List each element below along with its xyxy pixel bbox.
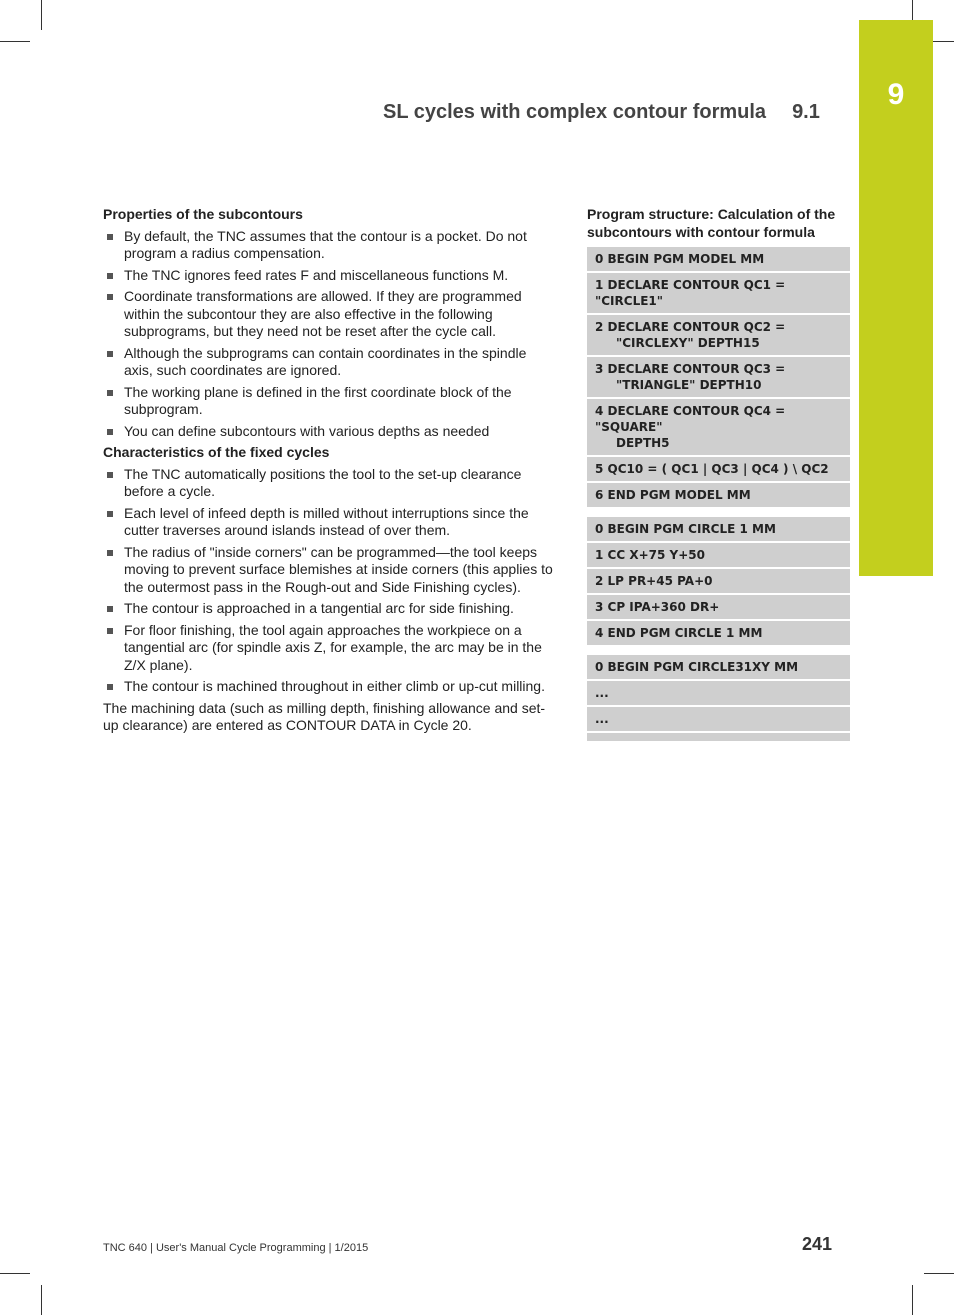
- list-item-text: Coordinate transformations are allowed. If they are programmed within the subcontour they are also effective in the following subprograms, but they need not be reset after the cycle call.: [124, 288, 522, 339]
- list-item: [103, 423, 555, 441]
- left-column: [103, 206, 555, 735]
- code-line-text: ...: [595, 686, 609, 700]
- code-line-text: 0 BEGIN PGM MODEL MM: [595, 252, 765, 266]
- list-item-text: You can define subcontours with various depths as needed: [124, 422, 490, 439]
- code-line: [587, 569, 850, 595]
- crop-mark: [924, 1273, 954, 1274]
- code-line-continuation: "TRIANGLE" DEPTH10: [616, 378, 762, 392]
- code-line-continuation: DEPTH5: [616, 436, 670, 450]
- code-line-text: 3 CP IPA+360 DR+: [595, 600, 720, 614]
- code-line-text: 6 END PGM MODEL MM: [595, 488, 751, 502]
- code-line: [587, 681, 850, 707]
- list-item: [103, 600, 555, 618]
- list-item-text: The contour is approached in a tangential arc for side finishing.: [124, 600, 514, 616]
- list-item: [103, 267, 555, 285]
- list-item-text: Although the subprograms can contain coordinates in the spindle axis, such coordinates are ignored.: [124, 344, 527, 378]
- list-item: [103, 345, 555, 380]
- list-item-text: For floor finishing, the tool again approaches the workpiece on a tangential arc (for spindle axis Z, for example, the arc may be in the Z/X plane).: [124, 621, 542, 673]
- code-block-model: [587, 247, 850, 509]
- code-line: [587, 543, 850, 569]
- code-line: [587, 399, 850, 457]
- square-bullet-icon: [107, 550, 113, 556]
- chapter-number: 9: [887, 78, 905, 111]
- list-item: [103, 544, 555, 597]
- list-item: [103, 466, 555, 501]
- list-item-text: The working plane is defined in the first coordinate block of the subprogram.: [124, 383, 512, 417]
- square-bullet-icon: [107, 234, 113, 240]
- code-line: [587, 357, 850, 399]
- code-block-circle31xy: [587, 655, 850, 733]
- square-bullet-icon: [107, 351, 113, 357]
- list-item-text: Each level of infeed depth is milled without interruptions since the cutter traverses around islands instead of over them.: [124, 504, 529, 538]
- square-bullet-icon: [107, 628, 113, 634]
- code-line-continuation: "CIRCLEXY" DEPTH15: [616, 336, 760, 350]
- list-item: [103, 505, 555, 540]
- crop-mark: [0, 41, 30, 42]
- list-item-text: By default, the TNC assumes that the contour is a pocket. Do not program a radius compensation.: [124, 227, 527, 261]
- crop-mark: [0, 1273, 30, 1274]
- properties-list: [103, 228, 555, 441]
- code-line-text: 5 QC10 = ( QC1 | QC3 | QC4 ) \ QC2: [595, 462, 829, 476]
- square-bullet-icon: [107, 472, 113, 478]
- code-line: [587, 483, 850, 509]
- list-item-text: The radius of "inside corners" can be programmed—the tool keeps moving to prevent surface blemishes at inside corners (this applies to the outermost pass in the Rough-out and Side Finishing cycles).: [124, 543, 553, 595]
- code-line: [587, 315, 850, 357]
- square-bullet-icon: [107, 390, 113, 396]
- code-line-text: 0 BEGIN PGM CIRCLE 1 MM: [595, 522, 776, 536]
- crop-mark: [41, 0, 42, 30]
- page-number: 241: [802, 1234, 833, 1254]
- machining-data-paragraph: The machining data (such as milling depth, finishing allowance and set-up clearance) are entered as CONTOUR DATA in Cycle 20.: [103, 699, 546, 733]
- code-line: [587, 247, 850, 273]
- code-line: [587, 707, 850, 733]
- list-item: [103, 622, 555, 675]
- code-line-text: 0 BEGIN PGM CIRCLE31XY MM: [595, 660, 799, 674]
- code-line-text: ...: [595, 712, 609, 726]
- code-line: [587, 457, 850, 483]
- code-line: [587, 273, 850, 315]
- square-bullet-icon: [107, 273, 113, 279]
- list-item-text: The contour is machined throughout in either climb or up-cut milling.: [124, 678, 545, 694]
- header-section: 9.1: [792, 101, 820, 123]
- list-item: [103, 384, 555, 419]
- square-bullet-icon: [107, 429, 113, 435]
- code-line: [587, 655, 850, 681]
- crop-mark: [912, 1285, 913, 1315]
- page-header: [383, 101, 820, 124]
- program-structure-heading: Program structure: Calculation of the subcontours with contour formula: [587, 206, 836, 240]
- heading-properties: Properties of the subcontours: [103, 206, 303, 222]
- code-line-text: 3 DECLARE CONTOUR QC3 =: [595, 362, 786, 376]
- code-line-text: 2 LP PR+45 PA+0: [595, 574, 713, 588]
- code-line: [587, 621, 850, 647]
- code-line: [587, 517, 850, 543]
- list-item: [103, 678, 555, 696]
- chapter-tab: [859, 20, 933, 576]
- square-bullet-icon: [107, 684, 113, 690]
- characteristics-list: [103, 466, 555, 696]
- code-block-circle1: [587, 517, 850, 647]
- code-line-text: 4 DECLARE CONTOUR QC4 = "SQUARE": [595, 404, 786, 434]
- list-item-text: The TNC ignores feed rates F and miscellaneous functions M.: [124, 266, 509, 283]
- crop-mark: [41, 1285, 42, 1315]
- code-line-text: 4 END PGM CIRCLE 1 MM: [595, 626, 763, 640]
- square-bullet-icon: [107, 511, 113, 517]
- footer-text: TNC 640 | User's Manual Cycle Programming | 1/2015: [103, 1242, 369, 1254]
- code-block-end: [587, 733, 850, 741]
- list-item: [103, 228, 555, 263]
- list-item: [103, 288, 555, 341]
- header-title: SL cycles with complex contour formula: [383, 101, 767, 123]
- code-line-text: 2 DECLARE CONTOUR QC2 =: [595, 320, 786, 334]
- right-column: [587, 206, 850, 741]
- square-bullet-icon: [107, 294, 113, 300]
- code-line: [587, 595, 850, 621]
- code-line-text: 1 CC X+75 Y+50: [595, 548, 705, 562]
- square-bullet-icon: [107, 606, 113, 612]
- code-line-text: 1 DECLARE CONTOUR QC1 = "CIRCLE1": [595, 278, 786, 308]
- list-item-text: The TNC automatically positions the tool to the set-up clearance before a cycle.: [124, 465, 522, 499]
- heading-characteristics: Characteristics of the fixed cycles: [103, 444, 330, 460]
